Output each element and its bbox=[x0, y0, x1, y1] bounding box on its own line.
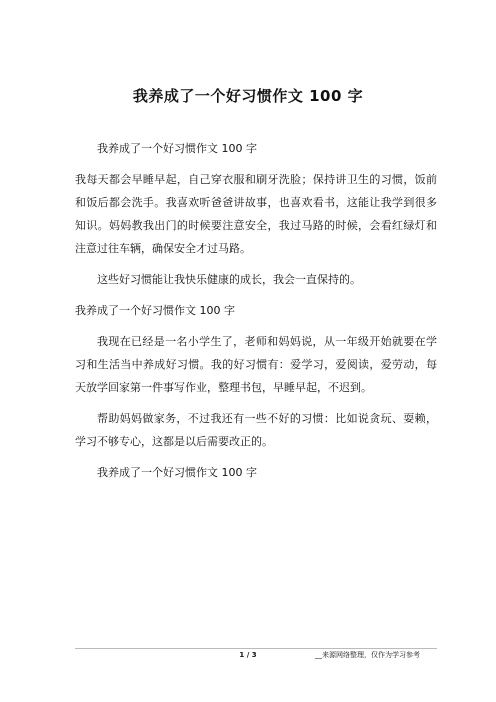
paragraph: 我现在已经是一名小学生了，老师和妈妈说，从一年级开始就要在学习和生活当中养成好习惯。我的好习惯有：爱学习，爱阅读，爱劳动，每天放学回家第一件事写作业，整理书包，早睡早起，不迟到。 bbox=[75, 335, 437, 394]
paragraph: 我养成了一个好习惯作文 100 字 bbox=[75, 304, 235, 317]
document-title: 我养成了一个好习惯作文 100 字 bbox=[132, 87, 364, 105]
paragraph: 我养成了一个好习惯作文 100 字 bbox=[97, 142, 257, 155]
page-number: 1 / 3 bbox=[239, 651, 257, 659]
paragraph: 帮助妈妈做家务，不过我还有一些不好的习惯：比如说贪玩、耍赖，学习不够专心，这都是以后需要改正的。 bbox=[75, 412, 437, 448]
document-body bbox=[75, 137, 437, 492]
source-note: __来源网络整理，仅作为学习参考 bbox=[315, 651, 420, 659]
paragraph: 这些好习惯能让我快乐健康的成长，我会一直保持的。 bbox=[97, 273, 361, 286]
paragraph: 我每天都会早睡早起，自己穿衣服和刷牙洗脸；保持讲卫生的习惯，饭前和饭后都会洗手。我喜欢听爸爸讲故事，也喜欢看书，这能让我学到很多知识。妈妈教我出门的时候要注意安全，我过马路的时候，会看红绿灯和注意过往车辆，确保安全才过马路。 bbox=[75, 173, 437, 255]
paragraph: 我养成了一个好习惯作文 100 字 bbox=[97, 466, 257, 479]
page-footer bbox=[0, 648, 496, 662]
